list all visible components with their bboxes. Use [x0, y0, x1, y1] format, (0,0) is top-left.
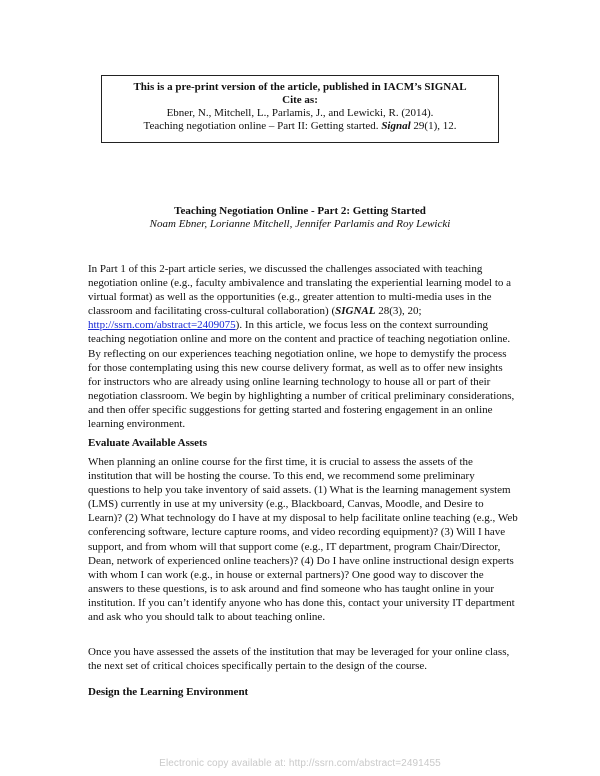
- article-header: [60, 205, 540, 231]
- citation-volume: 29(1), 12.: [410, 120, 457, 132]
- cite-as-label: Cite as:: [282, 94, 318, 106]
- citation-title-line: [102, 120, 498, 133]
- citation-authors: Ebner, N., Mitchell, L., Parlamis, J., and Lewicki, R. (2014).: [166, 107, 434, 119]
- citation-title: Teaching negotiation online – Part II: Getting started.: [143, 120, 382, 132]
- intro-text-part3: ). In this article, we focus less on the context surrounding teaching negotiation online and more on the content and practice of teaching negotiation online. By reflecting on our experiences teaching negotiation online, we hope to demystify the process for those contemplating using this new course delivery format, as well as to offer new insights for instructors who are already using online learning technology to house all or part of their negotiation classroom. We begin by highlighting a number of critical preliminary considerations, and then offer specific suggestions for getting started and fostering engagement in an online learning environment.: [88, 319, 515, 431]
- section-heading-design: Design the Learning Environment: [88, 686, 249, 698]
- section-heading-assets: Evaluate Available Assets: [88, 437, 207, 449]
- intro-journal-name: SIGNAL: [335, 305, 376, 318]
- article-authors: Noam Ebner, Lorianne Mitchell, Jennifer Parlamis and Roy Lewicki: [149, 218, 451, 230]
- citation-journal: Signal: [381, 120, 411, 132]
- preprint-notice-line: This is a pre-print version of the article, published in IACM’s SIGNAL: [133, 81, 467, 93]
- assets-paragraph: When planning an online course for the first time, it is crucial to assess the assets of the institution that will be hosting the course. To this end, we recommend some preliminary questions to help you take inventory of said assets. (1) What is the learning management system (LMS) currently in use at my university (e.g., Blackboard, Canvas, Moodle, and Desire to Learn)? (2) What technology do I have at my disposal to help facilitate online teaching (e.g., Web conferencing software, lecture capture rooms, and video recording equipment)? (3) Will I have support, and from whom will that support come (e.g., IT department, program Chair/Director, Dean, network of experienced online teachers)? (4) Do I have online instructional design experts with whom I can work (e.g., in house or external partners)? One good way to discover the answers to these questions, is to ask around and find someone who has taught online in your institution. If you can’t identify anyone who has done this, contact your university IT department and ask who you should talk to about teaching online.: [88, 456, 518, 624]
- footer-watermark: Electronic copy available at: http://ssrn.com/abstract=2491455: [159, 758, 441, 769]
- assets-followup-paragraph: Once you have assessed the assets of the institution that may be leveraged for your online class, the next set of critical choices specifically pertain to the design of the course.: [88, 646, 510, 673]
- intro-text-part1: In Part 1 of this 2-part article series, we discussed the challenges associated with teaching negotiation online (e.g., faculty ambivalence and translating the experiential learning model to a virtual format) as well as the opportunities (e.g., greater attention to multi-media uses in the classroom and facilitating cross-cultural collaboration) (: [88, 263, 512, 318]
- article-title: Teaching Negotiation Online - Part 2: Getting Started: [174, 205, 426, 217]
- preprint-notice-box: [101, 75, 499, 143]
- intro-text-part2: 28(3), 20;: [375, 305, 422, 318]
- ssrn-link[interactable]: http://ssrn.com/abstract=2409075: [88, 319, 236, 332]
- intro-paragraph: [88, 262, 518, 431]
